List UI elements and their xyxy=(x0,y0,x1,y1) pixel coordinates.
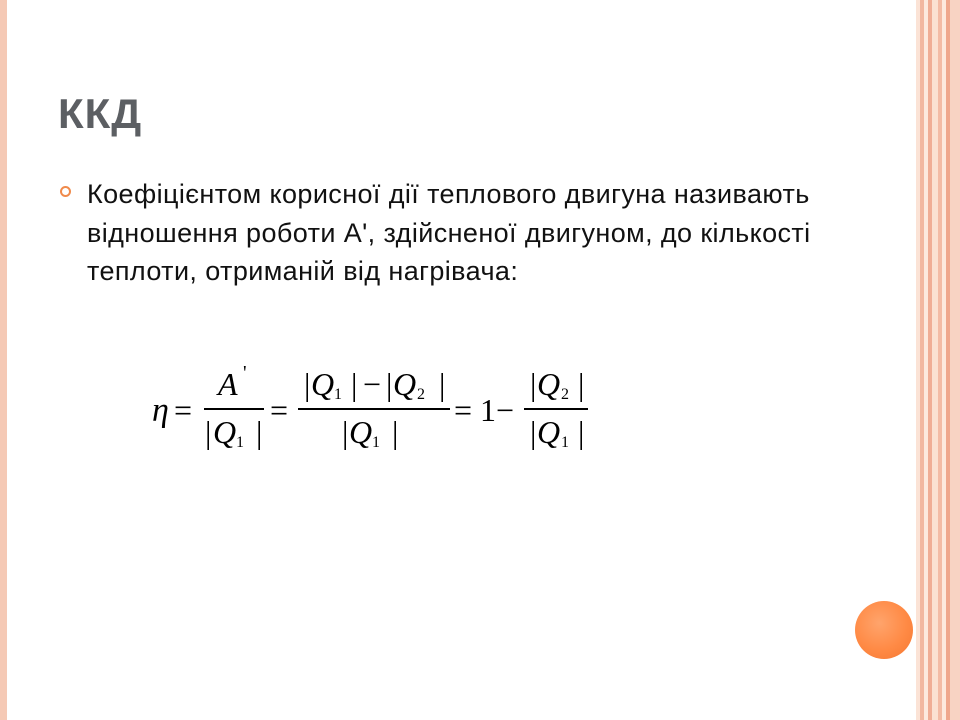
formula-one: 1 xyxy=(480,392,496,428)
formula-minus: − xyxy=(496,392,515,428)
orange-orb-decoration xyxy=(855,601,913,659)
fraction-bar-2 xyxy=(298,408,450,410)
left-border-decoration xyxy=(0,0,7,720)
right-stripe-decoration xyxy=(916,0,960,720)
formula-abs-right: | xyxy=(578,414,585,450)
formula-abs-right: | xyxy=(256,414,263,450)
formula-sub: 1 xyxy=(334,386,342,403)
formula-work-a: A xyxy=(218,366,238,402)
bullet-item xyxy=(60,175,820,291)
circle-bullet-icon xyxy=(60,186,71,197)
formula-abs-right: | xyxy=(392,414,399,450)
formula-abs-left: | xyxy=(342,414,349,450)
bullet-text: Коефіцієнтом корисної дії теплового двигуна називають відношення роботи А', здійсненої двигуном, до кількості теплоти, отриманій від нагрівача: xyxy=(87,179,811,286)
formula-sub: 2 xyxy=(561,386,569,403)
formula-q: Q xyxy=(393,366,417,402)
formula-equals: = xyxy=(454,392,473,428)
formula-abs-left: | xyxy=(205,414,212,450)
formula-sub: 1 xyxy=(561,434,569,451)
formula-prime: ' xyxy=(243,362,247,384)
formula-q: Q xyxy=(537,366,561,402)
formula-sub: 2 xyxy=(417,386,425,403)
formula-minus: − xyxy=(363,366,382,402)
fraction-bar-3 xyxy=(524,408,588,410)
formula-q: Q xyxy=(213,414,237,450)
formula-abs-left: | xyxy=(304,366,311,402)
formula-q: Q xyxy=(537,414,561,450)
formula-abs-left: | xyxy=(530,366,537,402)
formula-abs-left: | xyxy=(530,414,537,450)
formula-sub: 1 xyxy=(236,434,244,451)
slide-title: ККД xyxy=(58,90,143,137)
formula-equals: = xyxy=(174,392,193,428)
formula-q: Q xyxy=(349,414,373,450)
formula-q: Q xyxy=(311,366,335,402)
formula-abs-right: | xyxy=(578,366,585,402)
formula-eta: η xyxy=(152,392,169,429)
formula-equals: = xyxy=(270,392,289,428)
formula-sub: 1 xyxy=(372,434,380,451)
efficiency-formula xyxy=(146,362,606,458)
formula-abs-right: | xyxy=(351,366,358,402)
formula-abs-left: | xyxy=(386,366,393,402)
fraction-bar-1 xyxy=(204,408,264,410)
formula-abs-right: | xyxy=(439,366,446,402)
